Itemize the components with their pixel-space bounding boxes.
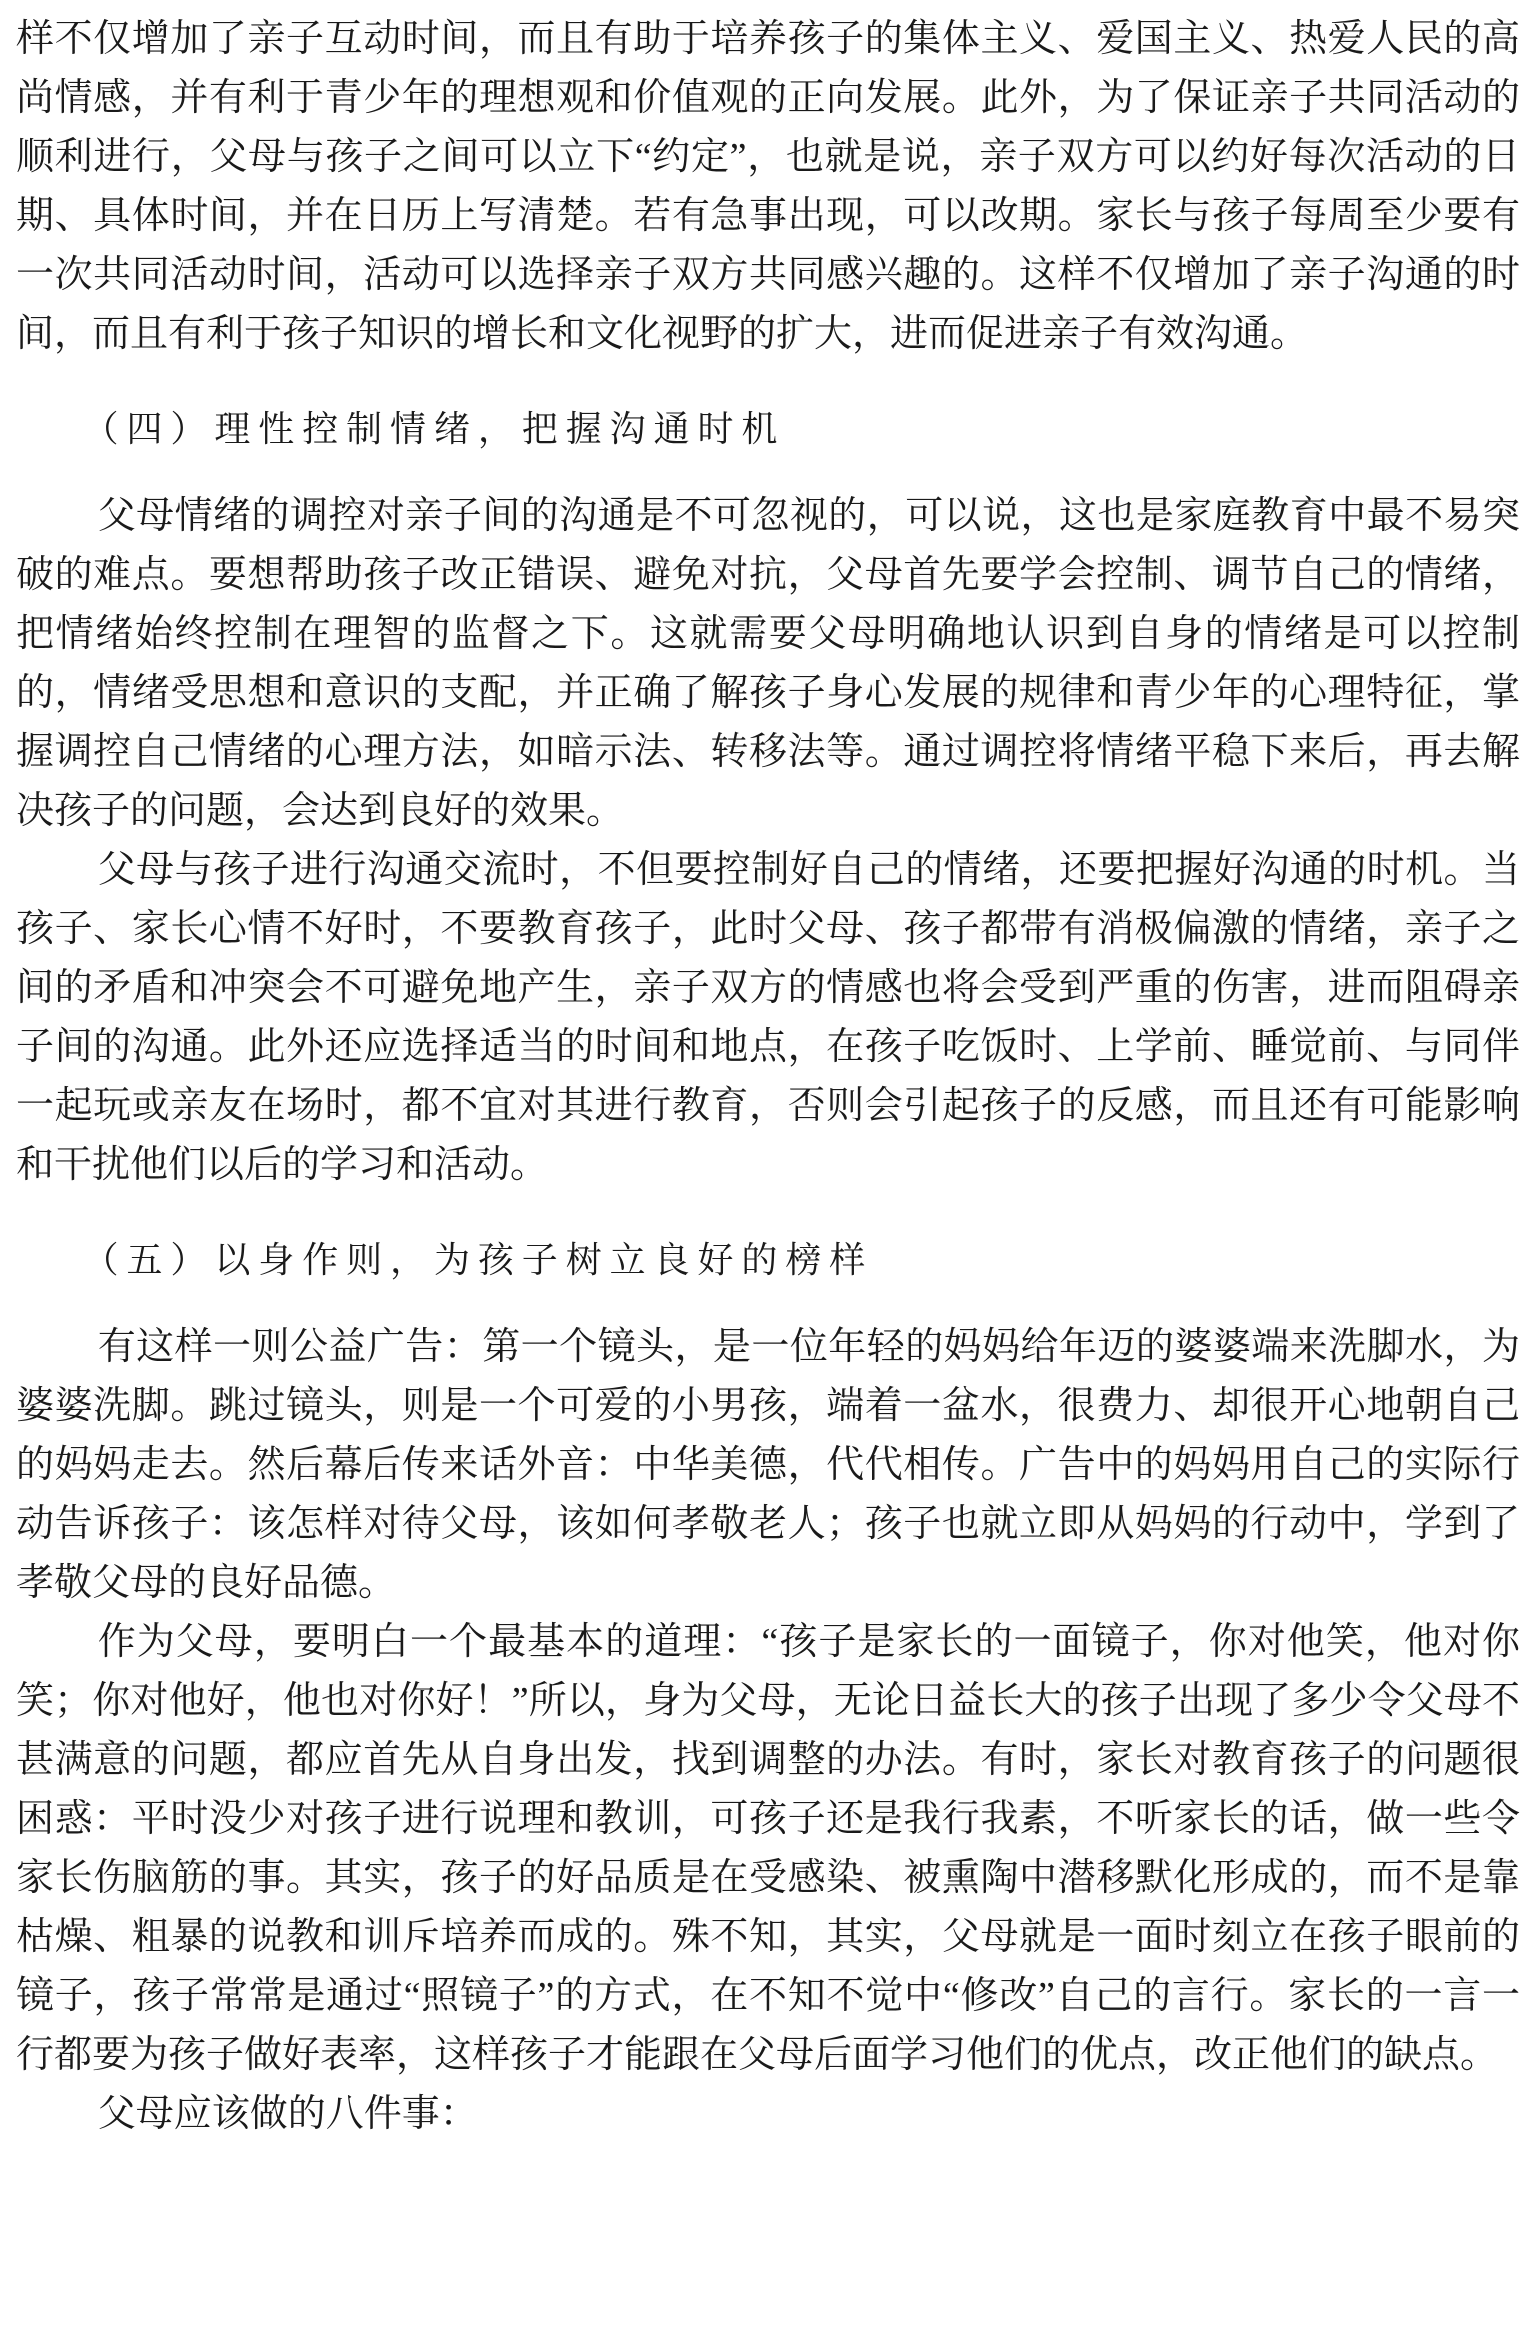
paragraph: 父母应该做的八件事： [97, 2093, 478, 2135]
paragraph: 有这样一则公益广告：第一个镜头，是一位年轻的妈妈给年迈的婆婆端来洗脚水，为婆婆洗脚。跳过镜头，则是一个可爱的小男孩，端着一盆水，很费力、却很开心地朝自己的妈妈走去。然后幕后传来话外音：中华美德，代代相传。广告中的妈妈用自己的实际行动告诉孩子：该怎样对待父母，该如何孝敬老人；孩子也就立即从妈妈的行动中，学到了孝敬父母的良好品德。 [16, 1326, 1520, 1604]
paragraph: 父母情绪的调控对亲子间的沟通是不可忽视的，可以说，这也是家庭教育中最不易突破的难点。要想帮助孩子改正错误、避免对抗，父母首先要学会控制、调节自己的情绪，把情绪始终控制在理智的监督之下。这就需要父母明确地认识到自身的情绪是可以控制的，情绪受思想和意识的支配，并正确了解孩子身心发展的规律和青少年的心理特征，掌握调控自己情绪的心理方法，如暗示法、转移法等。通过调控将情绪平稳下来后，再去解决孩子的问题，会达到良好的效果。 [16, 495, 1520, 832]
paragraph-continuation: 样不仅增加了亲子互动时间，而且有助于培养孩子的集体主义、爱国主义、热爱人民的高尚情感，并有利于青少年的理想观和价值观的正向发展。此外，为了保证亲子共同活动的顺利进行，父母与孩子之间可以立下“约定”，也就是说，亲子双方可以约好每次活动的日期、具体时间，并在日历上写清楚。若有急事出现，可以改期。家长与孩子每周至少要有一次共同活动时间，活动可以选择亲子双方共同感兴趣的。这样不仅增加了亲子沟通的时间，而且有利于孩子知识的增长和文化视野的扩大，进而促进亲子有效沟通。 [16, 18, 1520, 355]
section-heading-4: （四）理性控制情绪，把握沟通时机 [82, 409, 786, 449]
paragraph: 作为父母，要明白一个最基本的道理：“孩子是家长的一面镜子，你对他笑，他对你笑；你对他好，他也对你好！”所以，身为父母，无论日益长大的孩子出现了多少令父母不甚满意的问题，都应首先从自身出发，找到调整的办法。有时，家长对教育孩子的问题很困惑：平时没少对孩子进行说理和教训，可孩子还是我行我素，不听家长的话，做一些令家长伤脑筋的事。其实，孩子的好品质是在受感染、被熏陶中潜移默化形成的，而不是靠枯燥、粗暴的说教和训斥培养而成的。殊不知，其实，父母就是一面时刻立在孩子眼前的镜子，孩子常常是通过“照镜子”的方式，在不知不觉中“修改”自己的言行。家长的一言一行都要为孩子做好表率，这样孩子才能跟在父母后面学习他们的优点，改正他们的缺点。 [16, 1621, 1520, 2076]
paragraph: 父母与孩子进行沟通交流时，不但要控制好自己的情绪，还要把握好沟通的时机。当孩子、家长心情不好时，不要教育孩子，此时父母、孩子都带有消极偏激的情绪，亲子之间的矛盾和冲突会不可避免地产生，亲子双方的情感也将会受到严重的伤害，进而阻碍亲子间的沟通。此外还应选择适当的时间和地点，在孩子吃饭时、上学前、睡觉前、与同伴一起玩或亲友在场时，都不宜对其进行教育，否则会引起孩子的反感，而且还有可能影响和干扰他们以后的学习和活动。 [16, 849, 1520, 1186]
section-heading-5: （五）以身作则，为孩子树立良好的榜样 [82, 1240, 874, 1280]
